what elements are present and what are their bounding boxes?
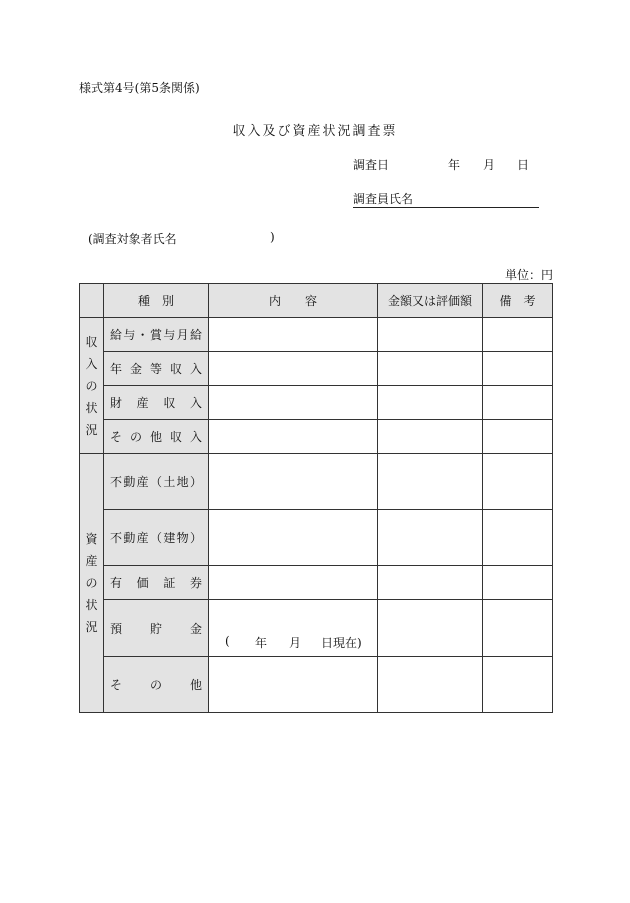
amount-cell[interactable] — [378, 510, 483, 566]
asset-category — [104, 657, 209, 713]
amount-cell[interactable] — [378, 454, 483, 510]
amount-cell[interactable] — [378, 566, 483, 600]
remarks-cell[interactable] — [483, 352, 553, 386]
table-header-row — [80, 284, 553, 318]
category-label: 預 貯 金 — [110, 621, 202, 636]
table-row — [80, 657, 553, 713]
survey-date-day: 日 — [517, 158, 530, 172]
amount-cell[interactable] — [378, 386, 483, 420]
income-category — [104, 386, 209, 420]
surveyor-name-line[interactable] — [353, 190, 539, 208]
deposit-content-cell[interactable] — [209, 600, 378, 657]
subject-name — [88, 230, 283, 246]
header-amount: 金額又は評価額 — [378, 284, 483, 318]
amount-cell[interactable] — [378, 657, 483, 713]
content-cell[interactable] — [209, 420, 378, 454]
remarks-cell[interactable] — [483, 420, 553, 454]
category-label: 不 動 産 （ 土 地 ） — [110, 475, 202, 489]
asset-category — [104, 566, 209, 600]
header-type: 種 別 — [104, 284, 209, 318]
survey-date-year: 年 — [448, 158, 461, 172]
category-label: 年 金 等 収 入 — [110, 362, 202, 376]
header-content: 内 容 — [209, 284, 378, 318]
table-row — [80, 352, 553, 386]
category-label: 不 動 産 （ 建 物 ） — [110, 531, 202, 545]
income-category — [104, 318, 209, 352]
table-row — [80, 420, 553, 454]
survey-date-label: 調査日 — [353, 158, 390, 172]
category-label: そ の 他 収 入 — [110, 430, 202, 444]
asset-category — [104, 454, 209, 510]
table-row — [80, 454, 553, 510]
table-row — [80, 386, 553, 420]
remarks-cell[interactable] — [483, 657, 553, 713]
amount-cell[interactable] — [378, 600, 483, 657]
remarks-cell[interactable] — [483, 386, 553, 420]
table-row — [80, 510, 553, 566]
amount-cell[interactable] — [378, 318, 483, 352]
form-number: 様式第4号(第5条関係) — [79, 81, 200, 95]
content-cell[interactable] — [209, 657, 378, 713]
survey-date — [353, 156, 528, 172]
amount-cell[interactable] — [378, 420, 483, 454]
category-label: 給 与 ・ 賞 与 月 給 — [110, 328, 202, 342]
unit-label: 単位：円 — [505, 268, 554, 282]
income-category — [104, 420, 209, 454]
asset-category — [104, 600, 209, 657]
remarks-cell[interactable] — [483, 454, 553, 510]
table-row — [80, 318, 553, 352]
remarks-cell[interactable] — [483, 510, 553, 566]
income-group-label: 収 入 の 状 況 — [80, 318, 104, 454]
content-cell[interactable] — [209, 566, 378, 600]
deposit-as-of-note: ( 年 月 日現在) — [225, 634, 362, 650]
assets-group-label: 資 産 の 状 況 — [80, 454, 104, 713]
survey-table — [79, 283, 553, 713]
surveyor-name-label: 調査員氏名 — [353, 192, 414, 206]
content-cell[interactable] — [209, 386, 378, 420]
category-label: そ の 他 — [110, 678, 202, 692]
category-label: 財 産 収 入 — [110, 396, 202, 410]
content-cell[interactable] — [209, 510, 378, 566]
subject-name-close: ) — [270, 230, 275, 244]
survey-date-month: 月 — [483, 158, 496, 172]
remarks-cell[interactable] — [483, 600, 553, 657]
amount-cell[interactable] — [378, 352, 483, 386]
asset-category — [104, 510, 209, 566]
table-row — [80, 600, 553, 657]
category-label: 有 価 証 券 — [110, 576, 202, 590]
document-title: 収入及び資産状況調査票 — [232, 124, 398, 139]
income-category — [104, 352, 209, 386]
remarks-cell[interactable] — [483, 566, 553, 600]
header-remarks: 備 考 — [483, 284, 553, 318]
subject-name-label: (調査対象者氏名 — [88, 232, 177, 246]
content-cell[interactable] — [209, 454, 378, 510]
remarks-cell[interactable] — [483, 318, 553, 352]
content-cell[interactable] — [209, 318, 378, 352]
table-row — [80, 566, 553, 600]
content-cell[interactable] — [209, 352, 378, 386]
